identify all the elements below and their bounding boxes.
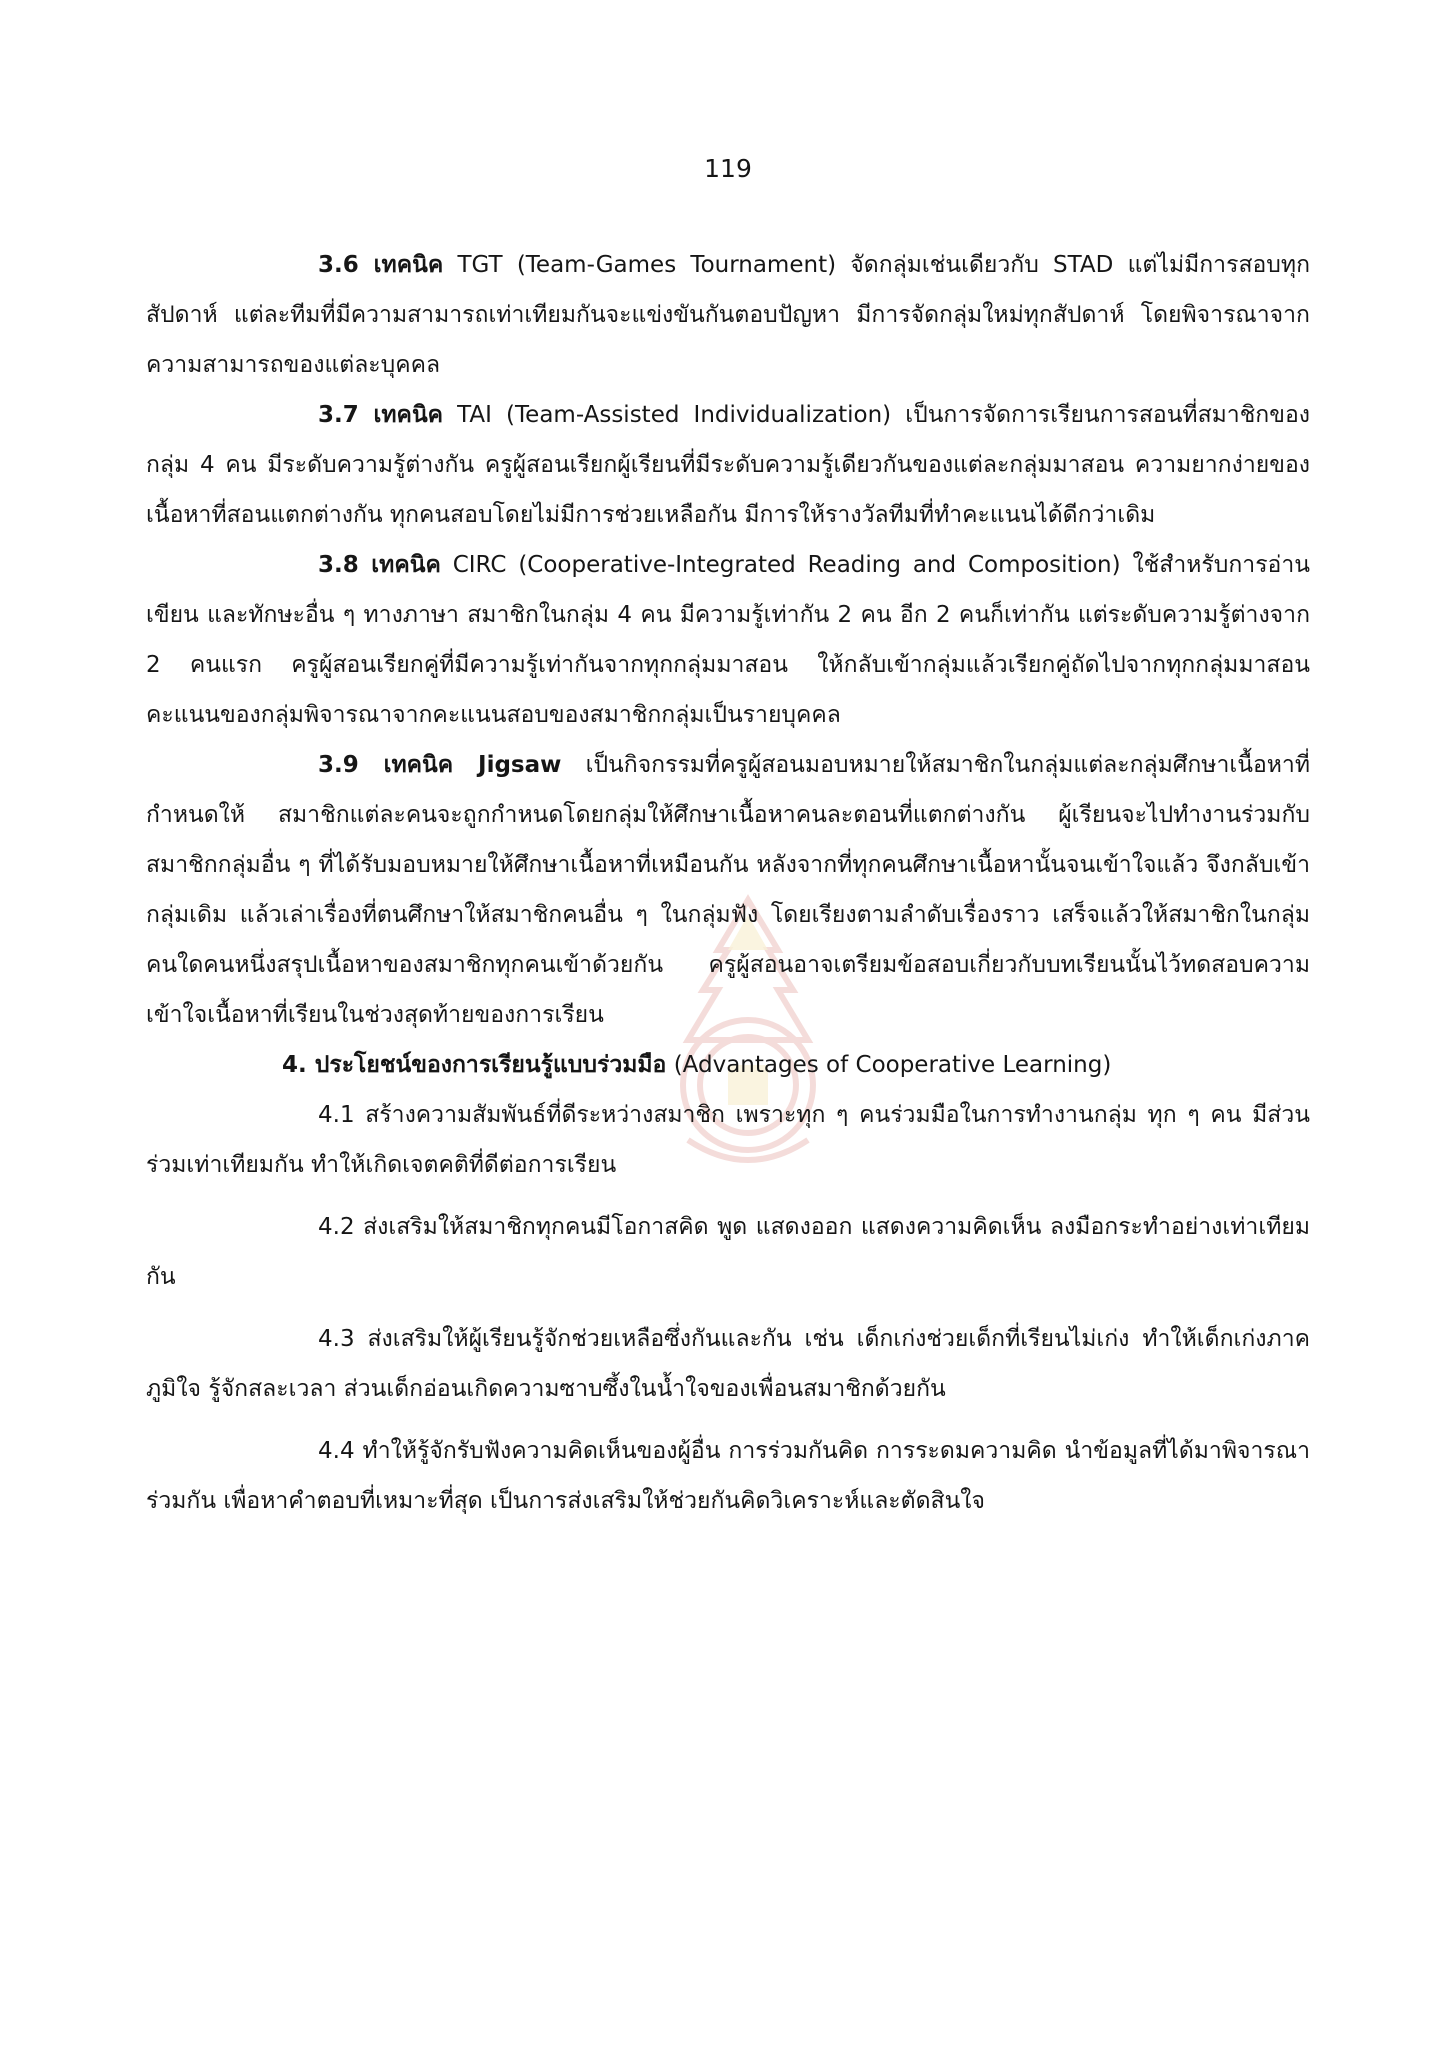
section-4-subtitle: (Advantages of Cooperative Learning) [673,1052,1112,1078]
section-3-8-text: CIRC (Cooperative-Integrated Reading and Composition) ใช้สำหรับการอ่าน เขียน และทักษะอื่น ๆ ทางภาษา สมาชิกในกลุ่ม 4 คน มีความรู้เท่ากัน 2 คน อีก 2 คนก็เท่ากัน แต่ระดับความรู้ต่างจาก 2 คนแรก ครูผู้สอนเรียกคู่ที่มีความรู้เท่ากันจากทุกกลุ่มมาสอน ให้กลับเข้ากลุ่มแล้วเรียกคู่ถัดไปจากทุกกลุ่มมาสอน คะแนนของกลุ่มพิจารณาจากคะแนนสอบของสมาชิกกลุ่มเป็นรายบุคคล [146,552,1311,728]
section-4-title: 4. ประโยชน์ของการเรียนรู้แบบร่วมมือ [282,1052,667,1078]
section-3-7-heading: 3.7 เทคนิค [318,402,444,428]
section-3-6-heading: 3.6 เทคนิค [318,252,444,278]
section-4-3: 4.3 ส่งเสริมให้ผู้เรียนรู้จักช่วยเหลือซึ่งกันและกัน เช่น เด็กเก่งช่วยเด็กที่เรียนไม่เก่ง ทำให้เด็กเก่งภาคภูมิใจ รู้จักสละเวลา ส่วนเด็กอ่อนเกิดความซาบซึ้งในน้ำใจของเพื่อนสมาชิกด้วยกัน [146,1326,1310,1402]
section-3-7-text: TAI (Team-Assisted Individualization) เป็นการจัดการเรียนการสอนที่สมาชิกของกลุ่ม 4 คน มีระดับความรู้ต่างกัน ครูผู้สอนเรียกผู้เรียนที่มีระดับความรู้เดียวกันของแต่ละกลุ่มมาสอน ความยากง่ายของเนื้อหาที่สอนแตกต่างกัน ทุกคนสอบโดยไม่มีการช่วยเหลือกัน มีการให้รางวัลทีมที่ทำคะแนนได้ดีกว่าเดิม [146,402,1310,528]
section-4-4: 4.4 ทำให้รู้จักรับฟังความคิดเห็นของผู้อื่น การร่วมกันคิด การระดมความคิด นำข้อมูลที่ได้มาพิจารณาร่วมกัน เพื่อหาคำตอบที่เหมาะที่สุด เป็นการส่งเสริมให้ช่วยกันคิดวิเคราะห์และตัดสินใจ [146,1438,1310,1514]
section-3-7 [146,390,1310,540]
section-3-8 [146,540,1310,740]
section-3-9-heading: 3.9 เทคนิค Jigsaw [318,752,562,778]
page-number: 119 [704,154,752,183]
section-4-heading [146,1040,1310,1090]
section-4-2: 4.2 ส่งเสริมให้สมาชิกทุกคนมีโอกาสคิด พูด แสดงออก แสดงความคิดเห็น ลงมือกระทำอย่างเท่าเทียมกัน [146,1214,1310,1290]
section-3-8-heading: 3.8 เทคนิค [318,552,441,578]
section-4-1: 4.1 สร้างความสัมพันธ์ที่ดีระหว่างสมาชิก เพราะทุก ๆ คนร่วมมือในการทำงานกลุ่ม ทุก ๆ คน มีส่วนร่วมเท่าเทียมกัน ทำให้เกิดเจตคติที่ดีต่อการเรียน [146,1102,1310,1178]
section-3-9 [146,740,1310,1040]
section-3-6 [146,240,1310,390]
section-3-9-text: เป็นกิจกรรมที่ครูผู้สอนมอบหมายให้สมาชิกในกลุ่มแต่ละกลุ่มศึกษาเนื้อหาที่กำหนดให้ สมาชิกแต่ละคนจะถูกกำหนดโดยกลุ่มให้ศึกษาเนื้อหาคนละตอนที่แตกต่างกัน ผู้เรียนจะไปทำงานร่วมกับสมาชิกกลุ่มอื่น ๆ ที่ได้รับมอบหมายให้ศึกษาเนื้อหาที่เหมือนกัน หลังจากที่ทุกคนศึกษาเนื้อหานั้นจนเข้าใจแล้ว จึงกลับเข้ากลุ่มเดิม แล้วเล่าเรื่องที่ตนศึกษาให้สมาชิกคนอื่น ๆ ในกลุ่มฟัง โดยเรียงตามลำดับเรื่องราว เสร็จแล้วให้สมาชิกในกลุ่มคนใดคนหนึ่งสรุปเนื้อหาของสมาชิกทุกคนเข้าด้วยกัน ครูผู้สอนอาจเตรียมข้อสอบเกี่ยวกับบทเรียนนั้นไว้ทดสอบความเข้าใจเนื้อหาที่เรียนในช่วงสุดท้ายของการเรียน [146,752,1310,1028]
section-3-6-text: TGT (Team-Games Tournament) จัดกลุ่มเช่นเดียวกับ STAD แต่ไม่มีการสอบทุกสัปดาห์ แต่ละทีมที่มีความสามารถเท่าเทียมกันจะแข่งขันกันตอบปัญหา มีการจัดกลุ่มใหม่ทุกสัปดาห์ โดยพิจารณาจากความสามารถของแต่ละบุคคล [146,252,1310,378]
page-content [146,240,1310,1526]
